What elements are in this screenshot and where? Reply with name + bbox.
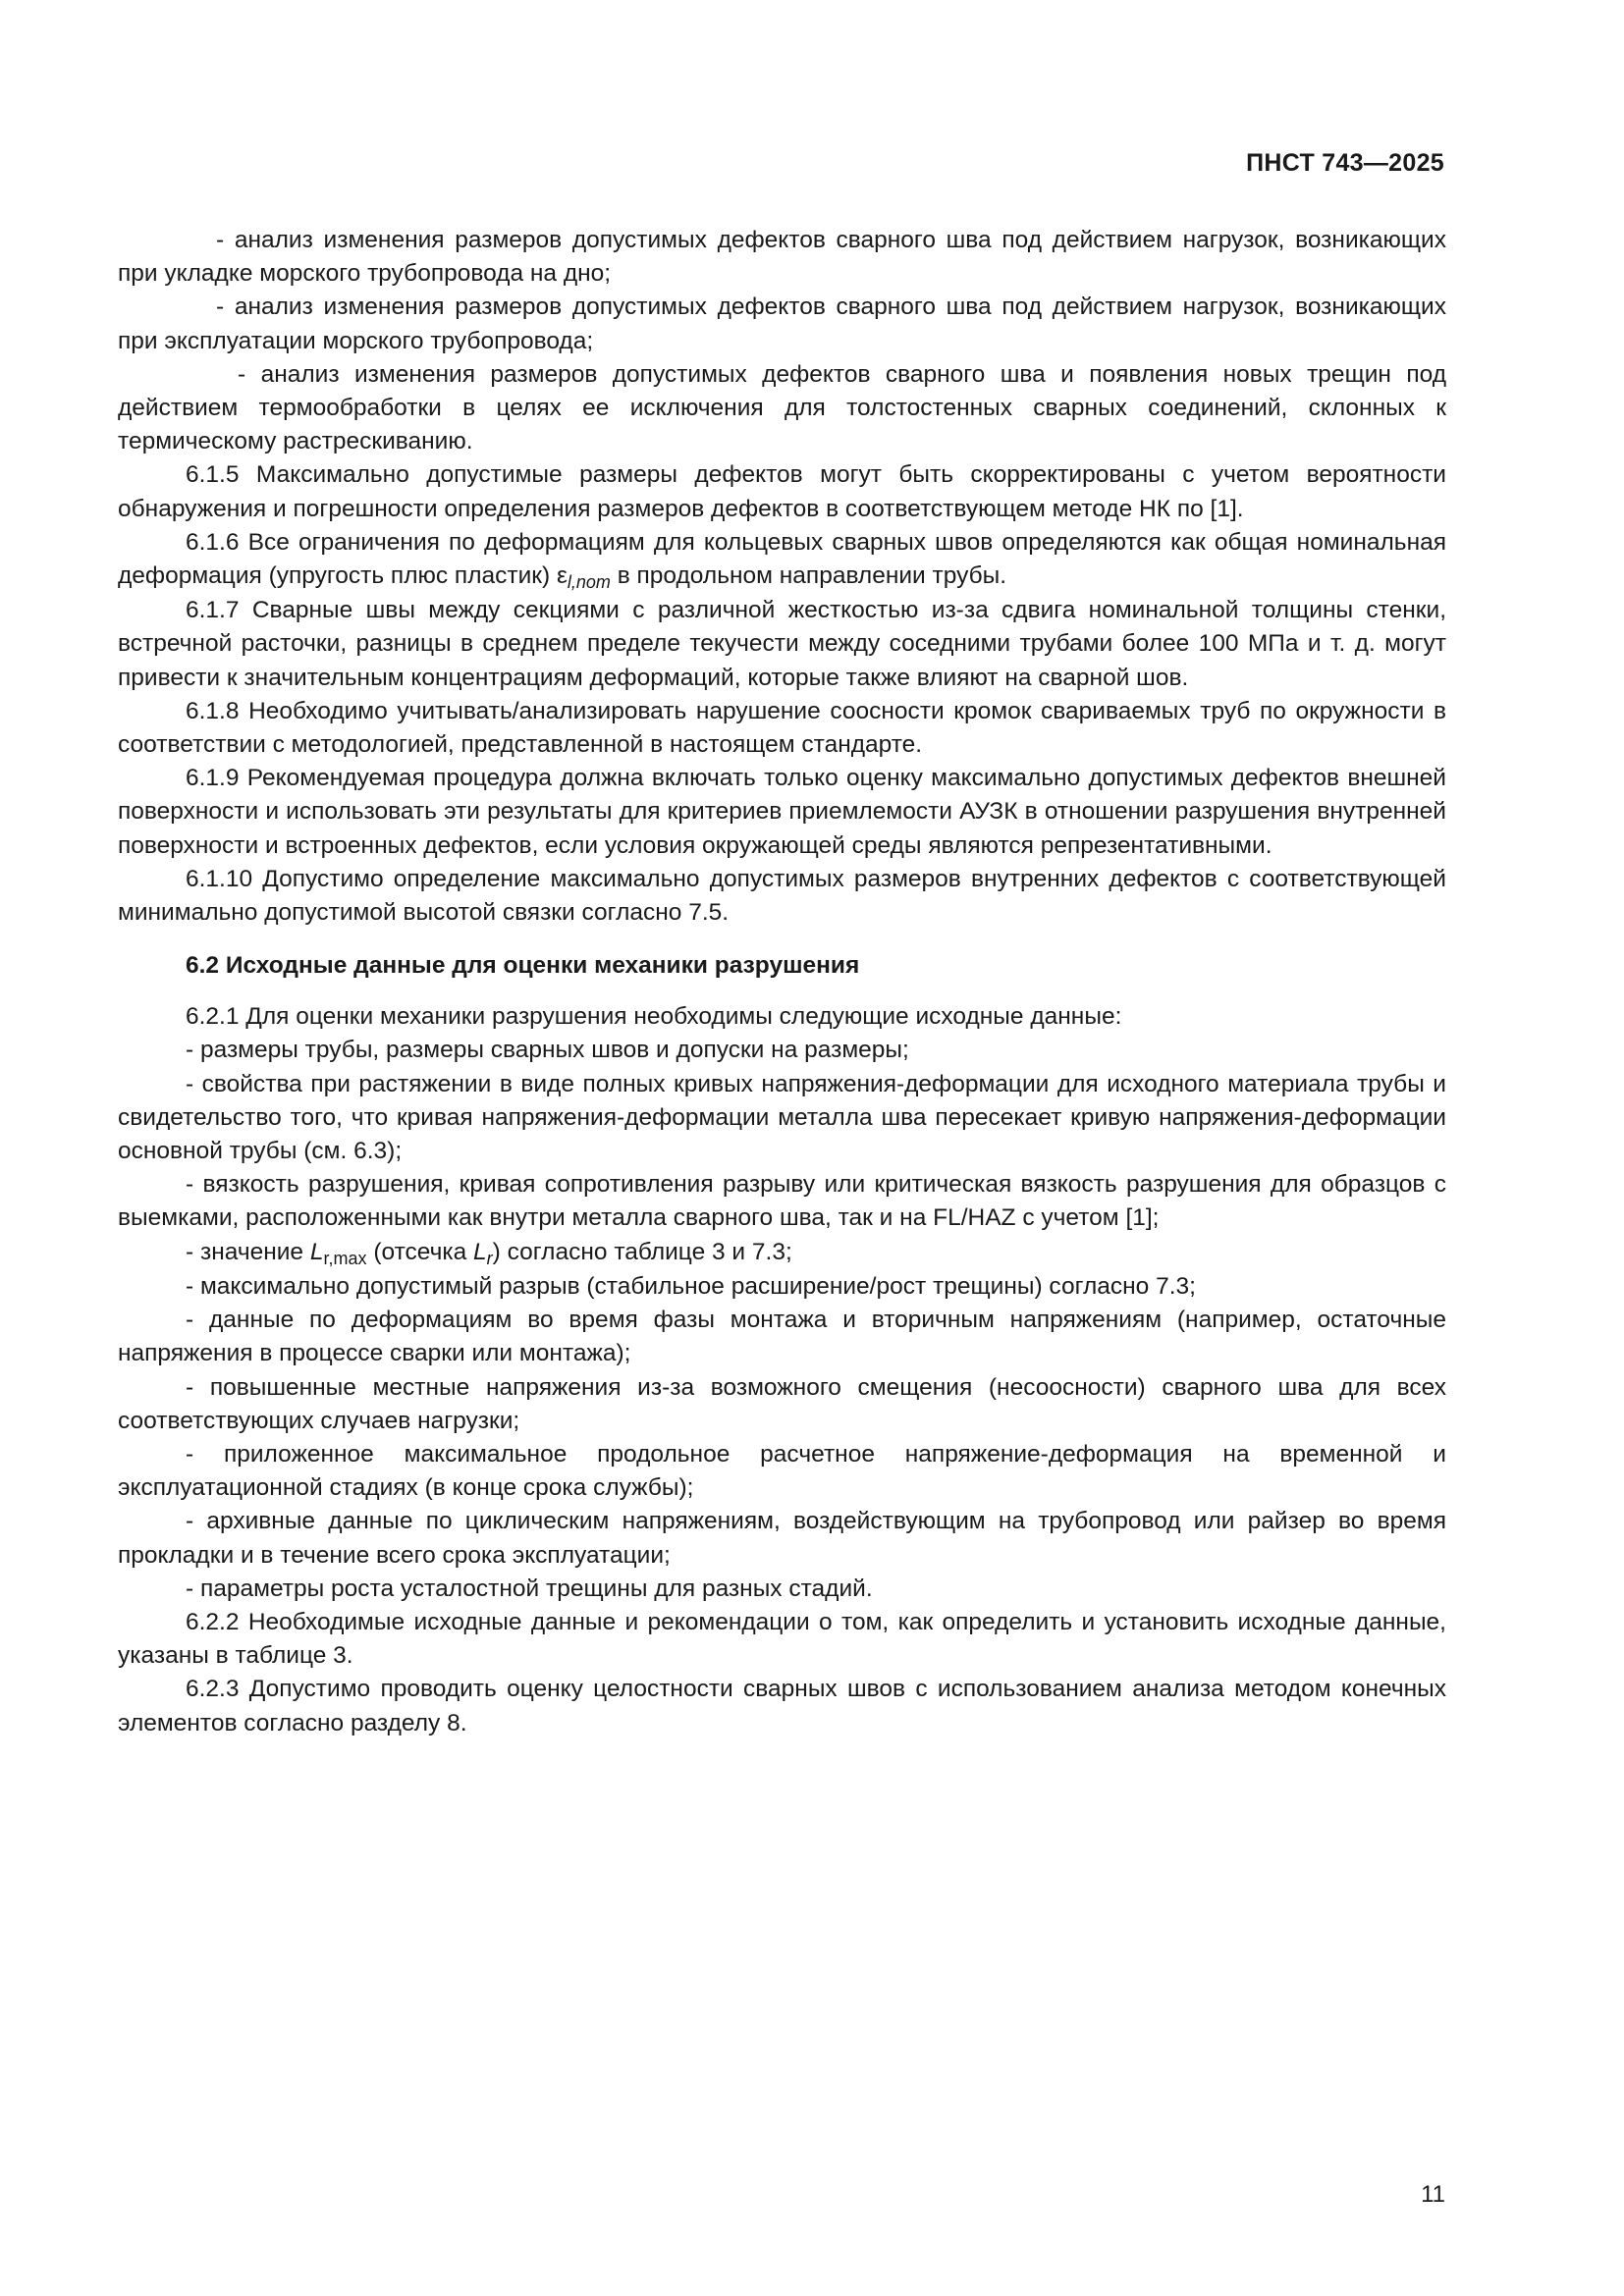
list-item: - анализ изменения размеров допустимых дефектов сварного шва под действием нагрузок, возникающих при укладке морского трубопровода на дно; bbox=[118, 227, 1446, 288]
list-item: - архивные данные по циклическим напряжениям, воздействующим на трубопровод или райзер во время прокладки и в течение всего срока эксплуатации; bbox=[118, 1508, 1446, 1569]
paragraph-6-1-6-tail: в продольном направлении трубы. bbox=[610, 562, 1007, 590]
paragraph-6-1-7: 6.1.7 Сварные швы между секциями с различной жесткостью из-за сдвига номинальной толщины стенки, встречной расточки, разницы в среднем пределе текучести между соседними трубами более 100 МПа и т. д. могут привести к значительным концентрациям деформаций, которые также влияют на сварной шов. bbox=[118, 597, 1446, 691]
lrmax-mid: (отсечка bbox=[366, 1238, 474, 1265]
document-body bbox=[118, 224, 1446, 1740]
lrmax-subscript: r,max bbox=[323, 1248, 367, 1268]
list-item: - параметры роста усталостной трещины для разных стадий. bbox=[186, 1575, 873, 1602]
lrmax-symbol: L bbox=[309, 1238, 324, 1265]
paragraph-6-1-9: 6.1.9 Рекомендуемая процедура должна включать только оценку максимально допустимых дефектов внешней поверхности и использовать эти результаты для критериев приемлемости АУЗК в отношении разрушения внутренней поверхности и встроенных дефектов, если условия окружающей среды являются репрезентативными. bbox=[118, 765, 1446, 859]
paragraph-6-2-3: 6.2.3 Допустимо проводить оценку целостности сварных швов с использованием анализа методом конечных элементов согласно разделу 8. bbox=[118, 1676, 1446, 1736]
lr-symbol: L bbox=[473, 1238, 487, 1265]
paragraph-6-1-8: 6.1.8 Необходимо учитывать/анализировать нарушение соосности кромок свариваемых труб по окружности в соответствии с методологией, представленной в настоящем стандарте. bbox=[118, 697, 1446, 759]
lrmax-suffix: ) согласно таблице 3 и 7.3; bbox=[492, 1238, 792, 1265]
paragraph-6-2-1: 6.2.1 Для оценки механики разрушения необходимы следующие исходные данные: bbox=[186, 1003, 1122, 1031]
list-item: - размеры трубы, размеры сварных швов и допуски на размеры; bbox=[186, 1037, 909, 1064]
list-item: - свойства при растяжении в виде полных кривых напряжения-деформации для исходного материала трубы и свидетельство того, что кривая напряжения-деформации металла шва пересекает кривую напряжения-деформации основной трубы (см. 6.3); bbox=[118, 1070, 1446, 1165]
paragraph-6-1-6-text: 6.1.6 Все ограничения по деформациям для кольцевых сварных швов определяются как общая номинальная деформация (упругость плюс пластик) ε bbox=[118, 528, 1446, 590]
paragraph-6-1-5: 6.1.5 Максимально допустимые размеры дефектов могут быть скорректированы с учетом вероятности обнаружения и погрешности определения размеров дефектов в соответствующем методе НК по [1]. bbox=[118, 461, 1446, 522]
section-heading: 6.2 Исходные данные для оценки механики разрушения bbox=[186, 952, 860, 980]
page-number: 11 bbox=[1421, 2181, 1445, 2208]
paragraph-6-2-2: 6.2.2 Необходимые исходные данные и рекомендации о том, как определить и установить исходные данные, указаны в таблице 3. bbox=[118, 1608, 1446, 1670]
list-item: - данные по деформациям во время фазы монтажа и вторичным напряжениям (например, остаточные напряжения в процессе сварки или монтажа); bbox=[118, 1307, 1446, 1367]
list-item: - приложенное максимальное продольное расчетное напряжение-деформация на временной и эксплуатационной стадиях (в конце срока службы); bbox=[118, 1440, 1446, 1502]
lr-subscript: r bbox=[486, 1248, 493, 1268]
paragraph-6-1-6 bbox=[118, 526, 1446, 594]
list-item: - повышенные местные напряжения из-за возможного смещения (несоосности) сварного шва для всех соответствующих случаев нагрузки; bbox=[118, 1373, 1446, 1434]
lrmax-prefix: - значение bbox=[186, 1238, 310, 1265]
list-item: - анализ изменения размеров допустимых дефектов сварного шва под действием нагрузок, возникающих при эксплуатации морского трубопровода; bbox=[118, 294, 1446, 354]
list-item: - анализ изменения размеров допустимых дефектов сварного шва и появления новых трещин под действием термообработки в целях ее исключения для толстостенных сварных соединений, склонных к термическому растрескиванию. bbox=[118, 360, 1446, 455]
list-item: - максимально допустимый разрыв (стабильное расширение/рост трещины) согласно 7.3; bbox=[186, 1272, 1196, 1300]
paragraph-6-1-10: 6.1.10 Допустимо определение максимально допустимых размеров внутренних дефектов с соответствующей минимально допустимой высотой связки согласно 7.5. bbox=[118, 865, 1446, 927]
list-item: - вязкость разрушения, кривая сопротивления разрыву или критическая вязкость разрушения для образцов с выемками, расположенными как внутри металла сварного шва, так и на FL/HAZ с учетом [1]; bbox=[118, 1171, 1446, 1232]
list-item-lrmax bbox=[118, 1236, 1446, 1270]
document-code: ПНСТ 743—2025 bbox=[1246, 149, 1444, 177]
strain-subscript: l,nom bbox=[567, 572, 611, 593]
